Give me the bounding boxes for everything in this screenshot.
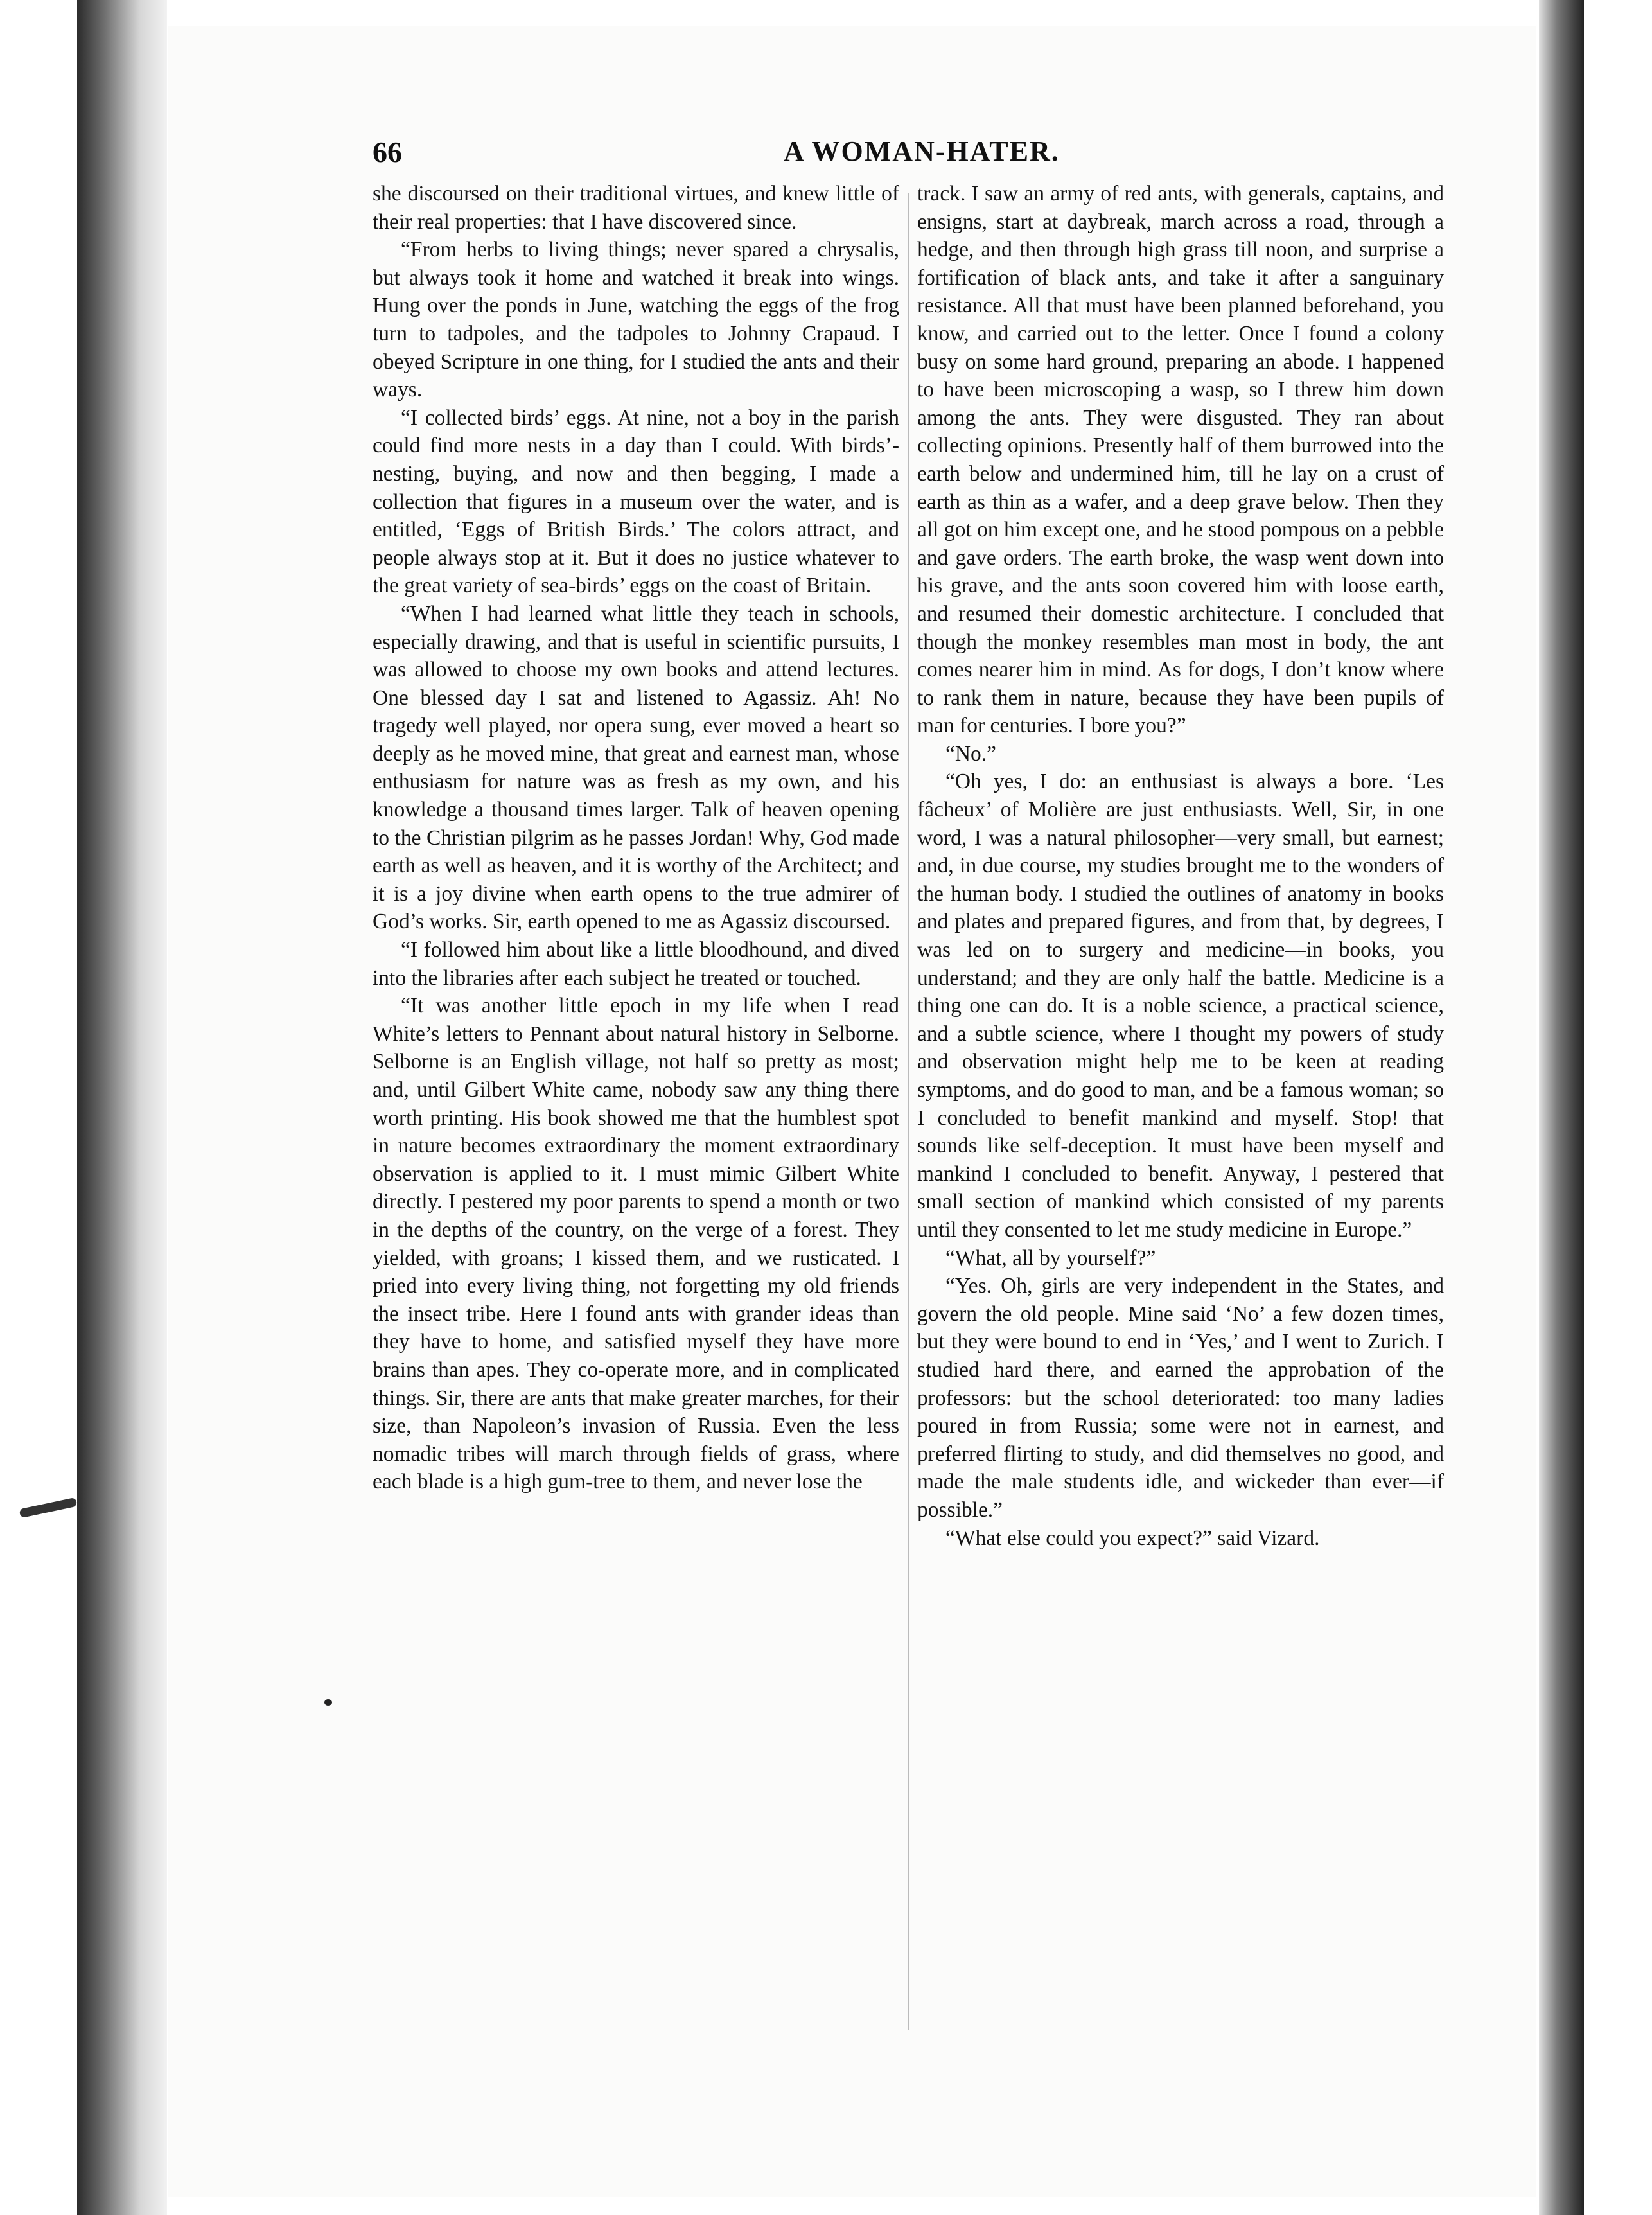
paragraph: “What else could you expect?” said Vizard. [945,1526,1320,1550]
paragraph: “From herbs to living things; never spared a chrysalis, but always took it home and watched it break into wings. Hung over the ponds in June, watching the eggs of the frog turn to tadpoles, and the tadpoles to Johnny Crapaud. I obeyed Scripture in one thing, for I studied the ants and their ways. [373,238,899,402]
binding-clip-mark [19,1497,78,1518]
paragraph: “It was another little epoch in my life when I read White’s letters to Pennant about natural history in Selborne. Selborne is an English village, not half so pretty as most; and, until Gilbert White came, nobody saw any thing there worth printing. His book showed me that the humblest spot in nature becomes extraordinary the moment extraordinary observation is applied to it. I must mimic Gilbert White directly. I pestered my poor parents to spend a month or two in the depths of the country, on the verge of a forest. They yielded, with groans; I kissed them, and we rusticated. I pried into every living thing, not forgetting my old friends the insect tribe. Here I found ants with grander ideas than they have to home, and satisfied myself they have more brains than apes. They co-operate more, and in complicated things. Sir, there are ants that make greater marches, for their size, than Napoleon’s invasion of Russia. Even the less nomadic tribes will march through fields of grass, where each blade is a high gum-tree to them, and never lose the [373,994,899,1494]
right-column [917,180,1444,1552]
book-spine-right [1539,0,1584,2215]
column-divider [908,193,909,2030]
paragraph: “I followed him about like a little bloodhound, and dived into the libraries after each subject he treated or touched. [373,938,899,990]
paragraph: “When I had learned what little they teach in schools, especially drawing, and that is useful in scientific pursuits, I was allowed to choose my own books and attend lectures. One blessed day I sat and listened to Agassiz. Ah! No tragedy well played, nor opera sung, ever moved a heart so deeply as he moved mine, that great and earnest man, whose enthusiasm for nature was as fresh as my own, and his knowledge a thousand times larger. Talk of heaven opening to the Christian pilgrim as he passes Jordan! Why, God made earth as well as heaven, and it is worthy of the Architect; and it is a joy divine when earth opens to the true admirer of God’s works. Sir, earth opened to me as Agassiz discoursed. [373,601,899,934]
page-number: 66 [373,136,402,168]
paragraph: “No.” [945,741,997,766]
paragraph: track. I saw an army of red ants, with generals, captains, and ensigns, start at daybreak, march across a road, through a hedge, and then through high grass till noon, and surprise a fortification of black ants, and take it after a sanguinary resistance. All that must have been planned beforehand, you know, and carried out to the letter. Once I found a colony busy on some hard ground, preparing an abode. I happened to have been microscoping a wasp, so I threw him down among the ants. They were disgusted. They ran about collecting opinions. Presently half of them burrowed into the earth below and undermined him, till he lay on a crust of earth as thin as a wafer, and a deep grave below. Then they all got on him except one, and he stood pompous on a pebble and gave orders. The earth broke, the wasp went down into his grave, and the ants soon covered him with loose earth, and resumed their domestic architecture. I concluded that though the monkey resembles man most in body, the ant comes nearer him in mind. As for dogs, I don’t know where to rank them in nature, because they have been pupils of man for centuries. I bore you?” [917,182,1444,738]
running-head [373,135,1464,173]
paragraph: “What, all by yourself?” [945,1246,1156,1270]
paragraph: “Yes. Oh, girls are very independent in the States, and govern the old people. Mine said ‘No’ a few dozen times, but they were bound to end in ‘Yes,’ and I went to Zurich. I studied hard there, and earned the approbation of the professors: but the school deteriorated: too many ladies poured in from Russia; some were not in earnest, and preferred flirting to study, and did themselves no good, and made the male students idle, and wickeder than ever—if possible.” [917,1274,1444,1522]
running-title: A WOMAN-HATER. [784,136,1060,167]
book-spine-left [77,0,167,2215]
margin-ink-mark [324,1699,332,1706]
left-column [373,180,899,1496]
paragraph: “Oh yes, I do: an enthusiast is always a bore. ‘Les fâcheux’ of Molière are just enthusiasts. Well, Sir, in one word, I was a natural philosopher—very small, but earnest; and, in due course, my studies brought me to the wonders of the human body. I studied the outlines of anatomy in books and plates and prepared figures, and from that, by degrees, I was led on to surgery and medicine—in books, you understand; and they are only half the battle. Medicine is a thing one can do. It is a noble science, a practical science, and a subtle science, where I thought my powers of study and observation might help me to be keen at reading symptoms, and do good to man, and be a famous woman; so I concluded to benefit mankind and myself. Stop! that sounds like self-deception. It must have been myself and mankind I concluded to benefit. Anyway, I pestered that small section of mankind which consisted of my parents until they consented to let me study medicine in Europe.” [917,770,1444,1242]
paragraph: she discoursed on their traditional virtues, and knew little of their real properties: that I have discovered since. [373,182,899,234]
paragraph: “I collected birds’ eggs. At nine, not a boy in the parish could find more nests in a day than I could. With birds’-nesting, buying, and now and then begging, I made a collection that figures in a museum over the water, and is entitled, ‘Eggs of British Birds.’ The colors attract, and people always stop at it. But it does no justice whatever to the great variety of sea-birds’ eggs on the coast of Britain. [373,405,899,598]
